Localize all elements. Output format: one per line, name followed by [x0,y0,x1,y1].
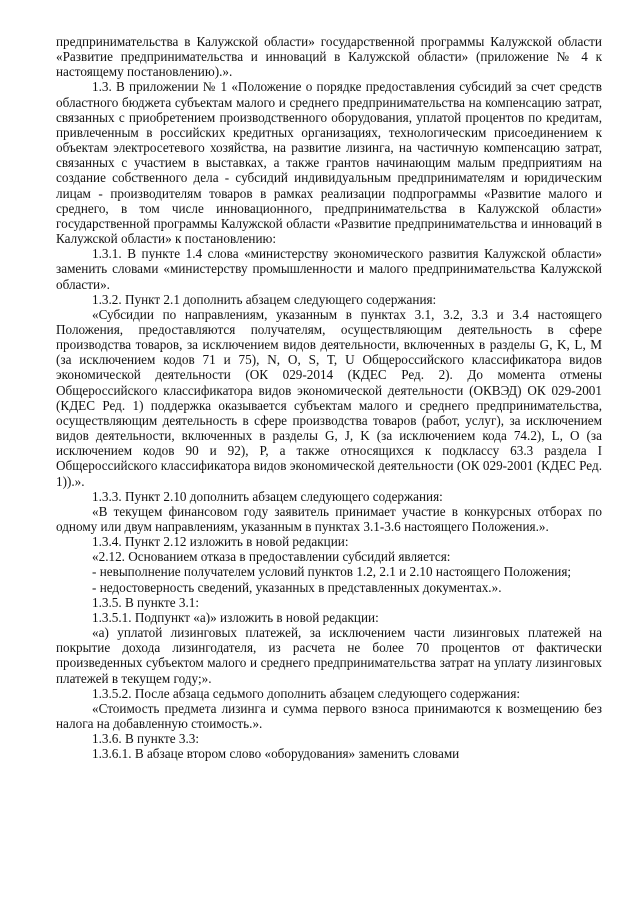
paragraph: 1.3.5. В пункте 3.1: [92,594,200,610]
paragraph: предпринимательства в Калужской области» государственной программы Калужской области «Развитие предпринимательства и инноваций в Калужской области» (приложение № 4 к настоящему постановлению).». [56,34,602,80]
paragraph: 1.3.6.1. В абзаце втором слово «оборудования» заменить словами [92,746,460,762]
paragraph: «а) уплатой лизинговых платежей, за исключением части лизинговых платежей на покрытие дохода лизингодателя, из расчета не более 70 процентов от фактически произведенных субъектом малого и среднего предпринимательства затрат на уплату лизинговых платежей в текущем году;». [56,625,602,686]
paragraph: 1.3. В приложении № 1 «Положение о порядке предоставления субсидий за счет средств областного бюджета субъектам малого и среднего предпринимательства на компенсацию затрат, связанных с приобретением производственного оборудования, уплатой процентов по кредитам, привлеченным в российских кредитных организациях, технологическим присоединением к объектам электросетевого хозяйства, на развитие лизинга, на частичную компенсацию затрат, связанных с участием в выставках, а также грантов начинающим малым предприятиям на создание собственного дела - субсидий индивидуальным предпринимателям и юридическим лицам - производителям товаров в рамках реализации подпрограммы «Развитие малого и среднего, в том числе инновационного, предпринимательства в Калужской области» государственной программы Калужской области «Развитие предпринимательства и инноваций в Калужской области» к постановлению: [56,79,602,247]
paragraph: 1.3.2. Пункт 2.1 дополнить абзацем следующего содержания: [92,291,437,307]
paragraph: 1.3.1. В пункте 1.4 слова «министерству экономического развития Калужской области» заменить словами «министерству промышленности и малого предпринимательства Калужской области». [56,246,602,292]
paragraph: - невыполнение получателем условий пунктов 1.2, 2.1 и 2.10 настоящего Положения; [92,564,572,580]
paragraph: 1.3.5.1. Подпункт «а)» изложить в новой редакции: [92,609,379,625]
paragraph: 1.3.5.2. После абзаца седьмого дополнить абзацем следующего содержания: [92,685,521,701]
paragraph: «В текущем финансовом году заявитель принимает участие в конкурсных отборах по одному или двум направлениям, указанным в пунктах 3.1-3.6 настоящего Положения.». [56,503,602,534]
paragraph: «Субсидии по направлениям, указанным в пунктах 3.1, 3.2, 3.3 и 3.4 настоящего Положения, предоставляются получателям, осуществляющим деятельность в сфере производства товаров, за исключением видов деятельности, включенных в разделы G, K, L, M (за исключением кодов 71 и 75), N, O, S, T, U Общероссийского классификатора видов экономической деятельности (ОК 029-2014 (КДЕС Ред. 2). До момента отмены Общероссийского классификатора видов экономической деятельности (ОКВЭД) ОК 029-2001 (КДЕС Ред. 1) поддержка оказывается субъектам малого и среднего предпринимательства, осуществляющим деятельность в сфере производства товаров (работ, услуг), за исключением видов деятельности, включенных в разделы G, J, K (за исключением кода 74.2), L, O (за исключением кодов 90 и 92), P, а также относящихся к подклассу 63.3 раздела I Общероссийского классификатора видов экономической деятельности (ОК 029-2001 (КДЕС Ред. 1)).». [56,306,602,489]
paragraph: - недостоверность сведений, указанных в представленных документах.». [92,579,502,595]
paragraph: 1.3.4. Пункт 2.12 изложить в новой редакции: [92,534,349,550]
paragraph: 1.3.6. В пункте 3.3: [92,731,200,747]
paragraph: «Стоимость предмета лизинга и сумма первого взноса принимаются к возмещению без налога на добавленную стоимость.». [56,700,602,732]
paragraph: «2.12. Основанием отказа в предоставлении субсидий является: [92,549,451,565]
paragraph: 1.3.3. Пункт 2.10 дополнить абзацем следующего содержания: [92,488,443,504]
